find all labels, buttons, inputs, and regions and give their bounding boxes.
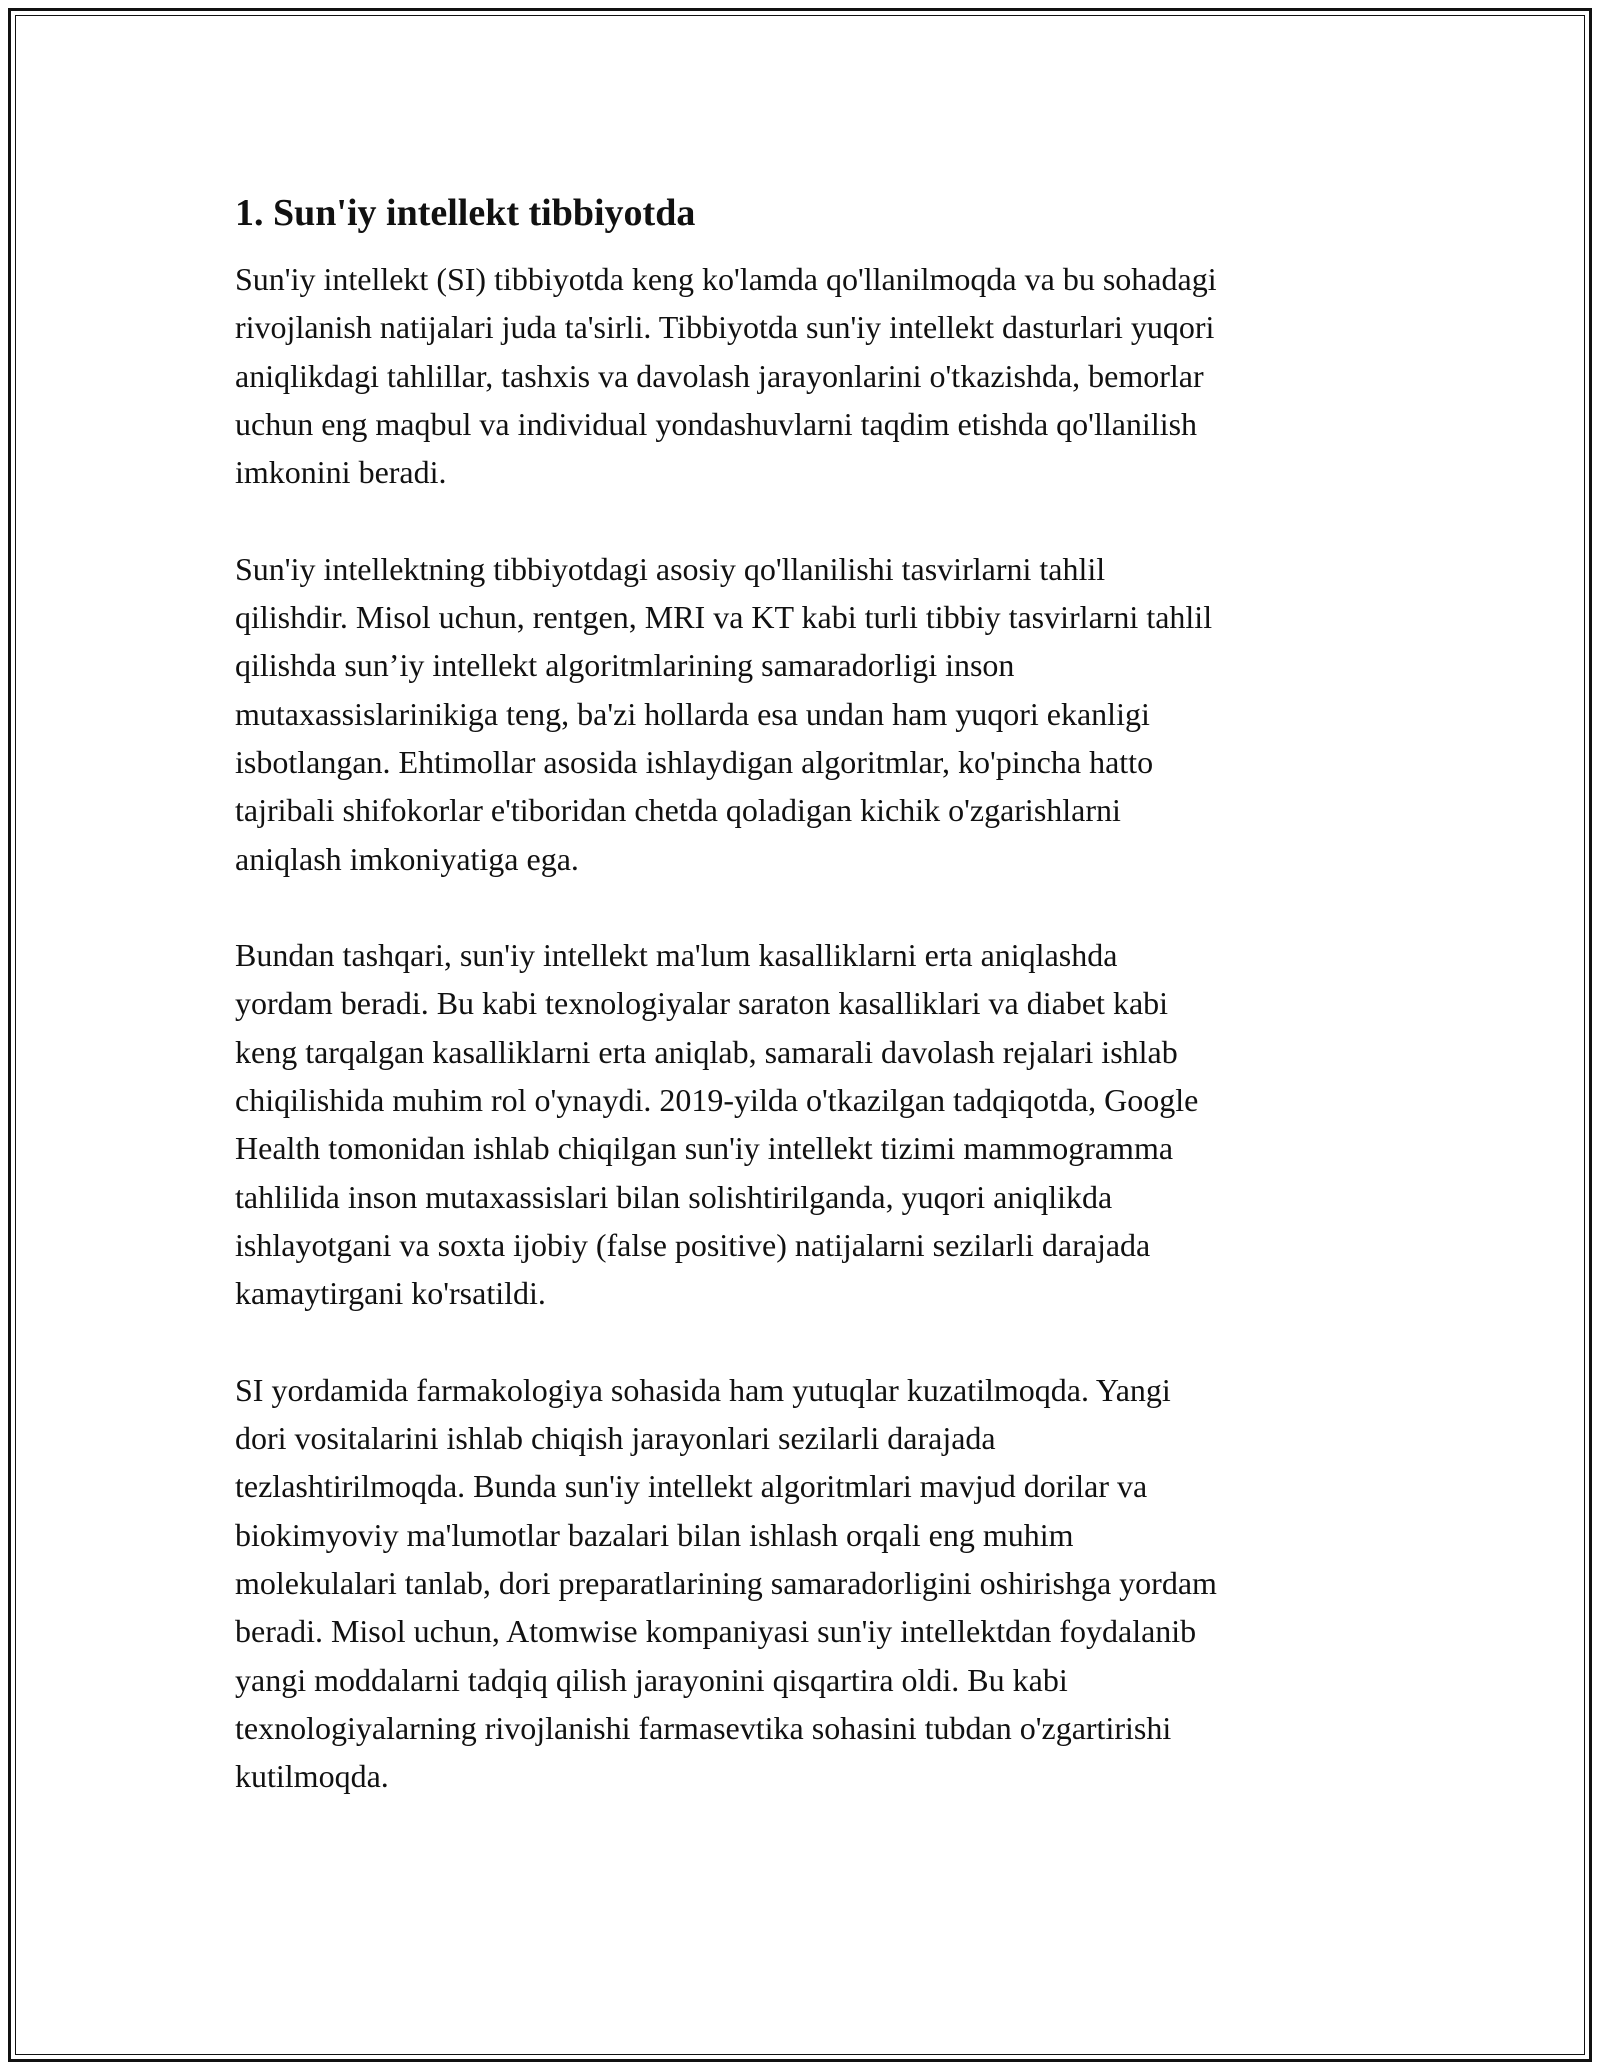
text-line: molekulalari tanlab, dori preparatlarining samaradorligini oshirishga yordam bbox=[235, 1565, 1217, 1602]
text-line: chiqilishida muhim rol o'ynaydi. 2019-yilda o'tkazilgan tadqiqotda, Google bbox=[235, 1082, 1199, 1119]
text-line: Health tomonidan ishlab chiqilgan sun'iy intellekt tizimi mammogramma bbox=[235, 1130, 1174, 1167]
text-line: mutaxassislarinikiga teng, ba'zi hollarda esa undan ham yuqori ekanligi bbox=[235, 695, 1150, 732]
text-line: uchun eng maqbul va individual yondashuvlarni taqdim etishda qo'llanilish bbox=[235, 405, 1198, 442]
document-content bbox=[235, 183, 1385, 1849]
text-line: qilishda sun’iy intellekt algoritmlarining samaradorligi inson bbox=[235, 647, 1015, 684]
text-line: texnologiyalarning rivojlanishi farmasevtika sohasini tubdan o'zgartirishi bbox=[235, 1709, 1172, 1746]
text-line: Sun'iy intellektning tibbiyotdagi asosiy qo'llanilishi tasvirlarni tahlil bbox=[235, 550, 1106, 587]
text-line: yangi moddalarni tadqiq qilish jarayonini qisqartira oldi. Bu kabi bbox=[235, 1661, 1068, 1698]
text-line: rivojlanish natijalari juda ta'sirli. Tibbiyotda sun'iy intellekt dasturlari yuqori bbox=[235, 309, 1215, 346]
text-line: imkonini beradi. bbox=[235, 454, 447, 491]
text-line: dori vositalarini ishlab chiqish jarayonlari sezilarli darajada bbox=[235, 1420, 996, 1457]
text-line: isbotlangan. Ehtimollar asosida ishlaydigan algoritmlar, ko'pincha hatto bbox=[235, 743, 1154, 780]
text-line: aniqlash imkoniyatiga ega. bbox=[235, 840, 579, 877]
paragraph bbox=[235, 931, 1385, 1317]
text-line: biokimyoviy ma'lumotlar bazalari bilan ishlash orqali eng muhim bbox=[235, 1516, 1074, 1553]
paragraph bbox=[235, 545, 1385, 883]
text-line: tajribali shifokorlar e'tiboridan chetda qoladigan kichik o'zgarishlarni bbox=[235, 792, 1121, 829]
text-line: beradi. Misol uchun, Atomwise kompaniyasi sun'iy intellektdan foydalanib bbox=[235, 1613, 1197, 1650]
text-line: keng tarqalgan kasalliklarni erta aniqlab, samarali davolash rejalari ishlab bbox=[235, 1033, 1178, 1070]
text-line: qilishdir. Misol uchun, rentgen, MRI va KT kabi turli tibbiy tasvirlarni tahlil bbox=[235, 599, 1213, 636]
section-title: 1. Sun'iy intellekt tibbiyotda bbox=[235, 192, 696, 234]
text-line: kutilmoqda. bbox=[235, 1758, 389, 1795]
text-line: ishlayotgani va soxta ijobiy (false positive) natijalarni sezilarli darajada bbox=[235, 1226, 1151, 1263]
text-line: Sun'iy intellekt (SI) tibbiyotda keng ko'lamda qo'llanilmoqda va bu sohadagi bbox=[235, 261, 1217, 297]
paragraph bbox=[235, 255, 1385, 496]
text-line: aniqlikdagi tahlillar, tashxis va davolash jarayonlarini o'tkazishda, bemorlar bbox=[235, 357, 1204, 394]
text-line: Bundan tashqari, sun'iy intellekt ma'lum kasalliklarni erta aniqlashda bbox=[235, 937, 1118, 974]
text-line: tahlilida inson mutaxassislari bilan solishtirilganda, yuqori aniqlikda bbox=[235, 1178, 1113, 1215]
paragraph bbox=[235, 1366, 1385, 1801]
text-line: kamaytirgani ko'rsatildi. bbox=[235, 1275, 546, 1312]
text-line: yordam beradi. Bu kabi texnologiyalar saraton kasalliklari va diabet kabi bbox=[235, 985, 1169, 1022]
text-line: tezlashtirilmoqda. Bunda sun'iy intellekt algoritmlari mavjud dorilar va bbox=[235, 1468, 1148, 1505]
text-line: SI yordamida farmakologiya sohasida ham yutuqlar kuzatilmoqda. Yangi bbox=[235, 1371, 1171, 1408]
